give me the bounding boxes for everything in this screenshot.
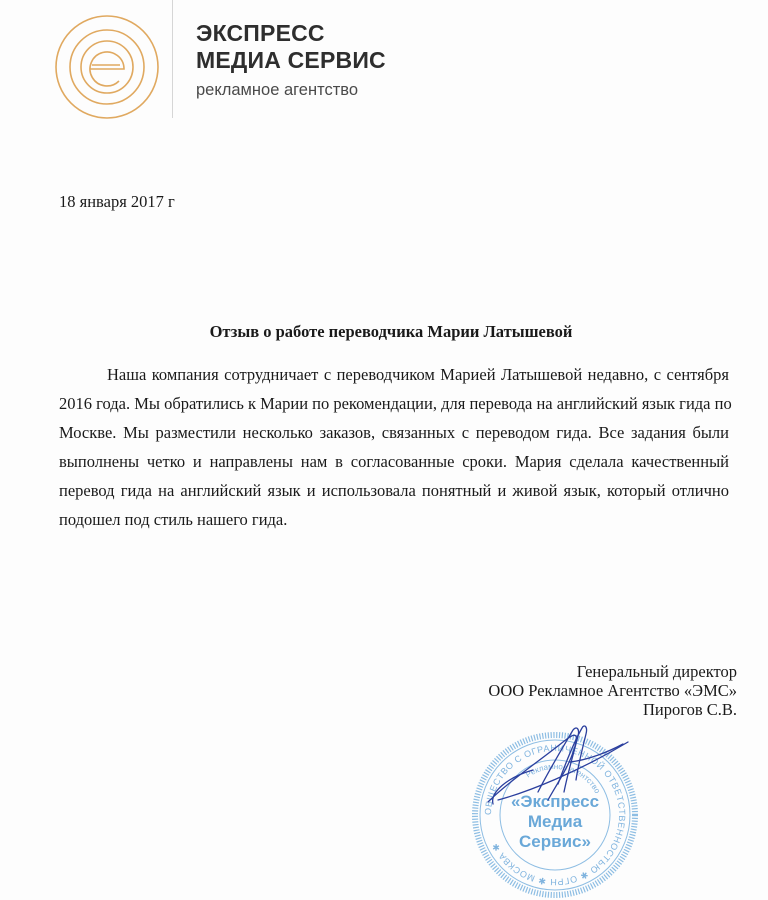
- stamp-center-line3: Сервис»: [519, 832, 591, 851]
- body-line: Москве. Мы разместили несколько заказов, связанных с переводом гида. Все задания были: [59, 423, 729, 442]
- body-line: перевод гида на английский язык и использовала понятный и живой язык, который отлично: [59, 481, 729, 500]
- stamp-outer-ring-text: ОБЩЕСТВО С ОГРАНИЧЕННОЙ ОТВЕТСТВЕННОСТЬЮ ✱ ОГРН ✱ МОСКВА ✱: [482, 742, 628, 888]
- body-line: подошел под стиль нашего гида.: [59, 510, 288, 529]
- body-line: Наша компания сотрудничает с переводчиком Марией Латышевой недавно, с сентября: [107, 365, 729, 384]
- letter-body: [59, 360, 732, 534]
- letterhead: [0, 0, 768, 130]
- stamp-center-line1: «Экспресс: [510, 792, 600, 811]
- body-line: выполнены четко и направлены нам в согласованные сроки. Мария сделала качественный: [59, 452, 729, 471]
- signer-position: Генеральный директор: [576, 662, 737, 681]
- signer-company: ООО Рекламное Агентство «ЭМС»: [488, 681, 737, 700]
- brand-subtitle: рекламное агентство: [196, 81, 359, 99]
- signer-name: Пирогов С.В.: [642, 700, 737, 719]
- stamp-inner-ring-text: Рекламное агентство: [524, 761, 603, 795]
- brand-name-line2: МЕДИА СЕРВИС: [196, 47, 386, 73]
- letter-date: 18 января 2017 г: [59, 192, 175, 211]
- signature-block: [488, 662, 737, 719]
- circled-e-logo-icon: [52, 12, 162, 122]
- stamp-center-line2: Медиа: [527, 812, 583, 831]
- brand-name-line1: ЭКСПРЕСС: [196, 20, 325, 46]
- brand-block: [196, 20, 386, 100]
- handwritten-signature-icon: [478, 722, 638, 812]
- body-line: 2016 года. Мы обратились к Марии по рекомендации, для перевода на английский язык гида по: [59, 394, 732, 413]
- letter-title: Отзыв о работе переводчика Марии Латышевой: [209, 322, 573, 341]
- letterhead-divider: [172, 0, 173, 118]
